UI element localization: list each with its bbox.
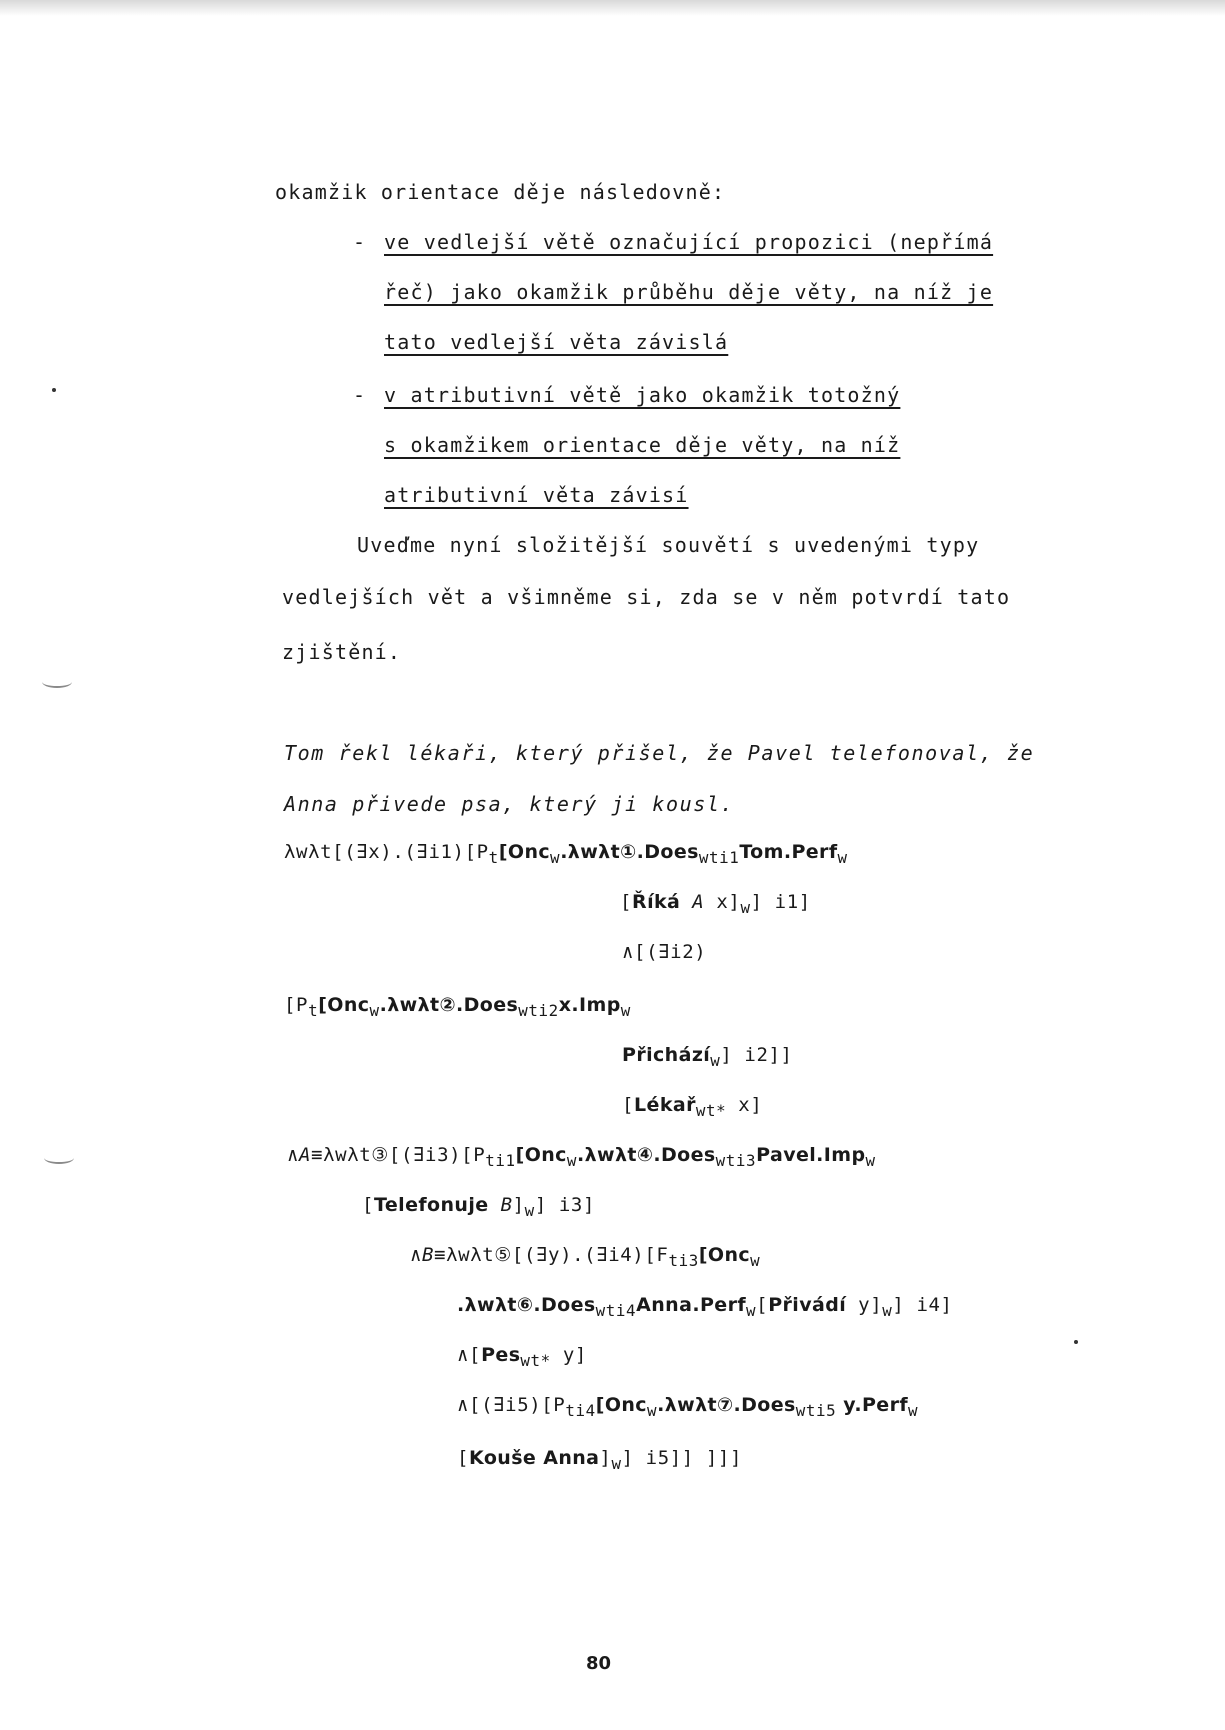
formula-line-13: [Kouše $Anna]_w$] i5]] ]]] [457, 1447, 742, 1473]
bullet-2-line-3: atributivní věta závisí [384, 483, 689, 507]
formula-line-11: ∧[Pes$_{wt*}$ y] [457, 1344, 587, 1370]
bullet-1-line-1: ve vedlejší větě označující propozici (nepřímá [384, 230, 994, 254]
formula-line-1: $\lambda w\lambda t[(\exists x).(\exists i1)[P_t[Onc_w.\lambda w\lambda t①.Does_{wti1}Tom.Perf_w$ [284, 841, 848, 867]
formula-line-10: .λwλt⑥.Does$_{wti4}$Anna.Perf$_w$[Přivádí $y]_w$] i4] [457, 1294, 953, 1320]
bullet-2-line-2: s okamžikem orientace děje věty, na níž [384, 433, 901, 457]
paragraph-line-1: Uveďme nyní složitější souvětí s uvedenými typy [357, 533, 980, 557]
punch-hole-mark [44, 1152, 74, 1164]
bullet-dash: - [353, 383, 367, 407]
formula-line-7: $\wedge A\equiv\lambda w\lambda t③[(\exists i3)[P_{ti1}[Onc_w.\lambda w\lambda t④.Does_{wti3}Pavel.Imp_w$ [287, 1144, 876, 1170]
formula-line-12: $\wedge[(\exists i5)[P_{ti4}[Onc_w.\lambda w\lambda t⑦.Does_{wti5}$ y.Perf$_w$ [457, 1394, 919, 1420]
formula-line-4: [$P_t[Onc_w.\lambda w\lambda t②.Does_{wti2}x.Imp_w$ [284, 994, 631, 1020]
example-line-1: Tom řekl lékaři, který přišel, že Pavel telefonoval, že [284, 741, 1035, 765]
speck [1074, 1340, 1078, 1344]
formula-line-6: [Lékař$_{wt*}$ x] [622, 1094, 763, 1120]
intro-line: okamžik orientace děje následovně: [275, 180, 726, 204]
bullet-1-line-2: řeč) jako okamžik průběhu děje věty, na níž je [384, 280, 994, 304]
example-line-2: Anna přivede psa, který ji kousl. [284, 792, 735, 816]
formula-line-5: Přichází$_w$] i2]] [622, 1044, 793, 1070]
punch-hole-mark [42, 676, 72, 688]
paragraph-line-2: vedlejších vět a všimněme si, zda se v něm potvrdí tato [282, 585, 1011, 609]
bullet-dash: - [353, 230, 367, 254]
formula-line-3: ∧[(∃i2) [622, 941, 707, 963]
paragraph-line-3: zjištění. [282, 640, 402, 664]
speck [52, 388, 56, 392]
formula-line-8: [Telefonuje $B]_w$] i3] [362, 1194, 596, 1220]
bullet-1-line-3: tato vedlejší věta závislá [384, 330, 729, 354]
bullet-2-line-1: v atributivní větě jako okamžik totožný [384, 383, 901, 407]
formula-line-2: [Říká A $x]_w$] i1] [620, 891, 811, 917]
formula-line-9: $\wedge B\equiv\lambda w\lambda t⑤[(\exists y).(\exists i4)[F_{ti3}[Onc_w$ [410, 1244, 761, 1270]
page-number: 80 [586, 1653, 612, 1674]
page-top-edge [0, 0, 1225, 16]
